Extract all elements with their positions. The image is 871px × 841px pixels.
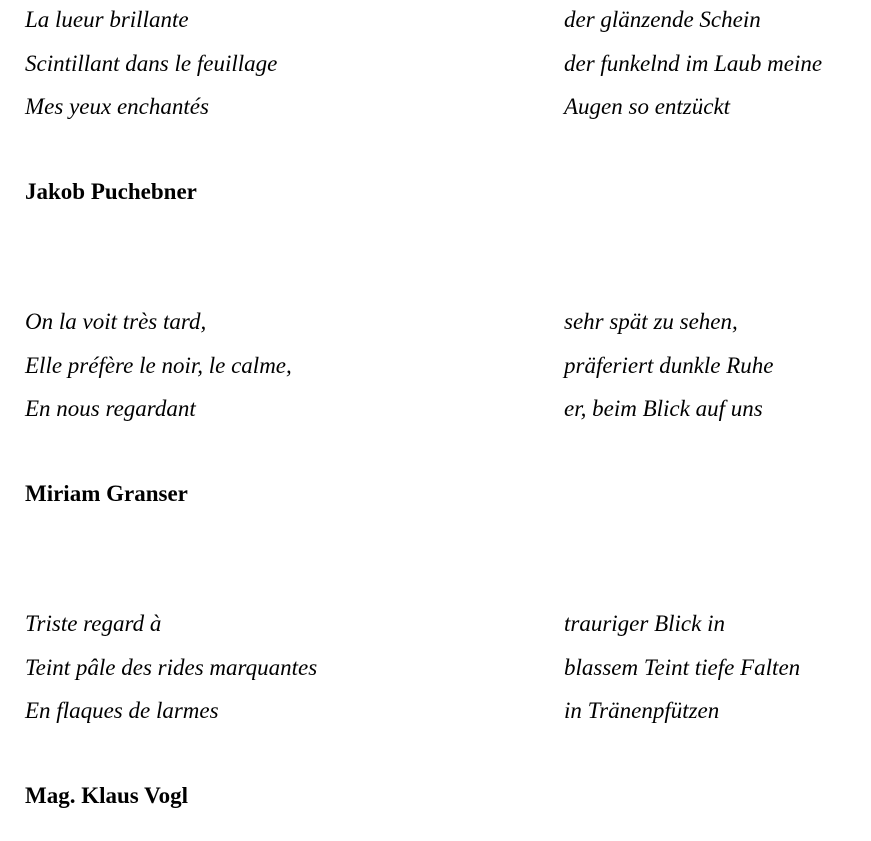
german-verse: blassem Teint tiefe Falten	[564, 654, 801, 680]
poem-block	[25, 3, 871, 204]
poem-line	[25, 651, 871, 695]
german-verse: der glänzende Schein	[564, 7, 761, 32]
poem-line	[25, 694, 871, 738]
poem-line	[25, 305, 871, 349]
french-verse: La lueur brillante	[25, 7, 189, 32]
german-verse: er, beim Blick auf uns	[564, 396, 763, 421]
poem-line	[25, 3, 871, 47]
french-verse: Teint pâle des rides marquantes	[25, 654, 318, 680]
poem-author: Jakob Puchebner	[25, 179, 197, 204]
french-verse: En flaques de larmes	[25, 698, 219, 723]
french-verse: Elle préfère le noir, le calme,	[25, 352, 292, 378]
french-verse: Scintillant dans le feuillage	[25, 50, 278, 76]
german-verse: in Tränenpfützen	[564, 698, 720, 723]
poem-block	[25, 607, 871, 808]
french-verse: Triste regard à	[25, 611, 162, 636]
french-verse: On la voit très tard,	[25, 309, 207, 334]
poem-block	[25, 305, 871, 506]
poem-line	[25, 349, 871, 393]
german-verse: präferiert dunkle Ruhe	[564, 352, 774, 378]
poem-author: Miriam Granser	[25, 481, 188, 506]
german-verse: sehr spät zu sehen,	[564, 309, 738, 334]
poem-line	[25, 392, 871, 436]
poem-line	[25, 90, 871, 134]
german-verse: Augen so entzückt	[564, 94, 731, 119]
poem-line	[25, 607, 871, 651]
german-verse: der funkelnd im Laub meine	[564, 50, 823, 76]
french-verse: Mes yeux enchantés	[25, 94, 209, 119]
poem-line	[25, 47, 871, 91]
german-verse: trauriger Blick in	[564, 611, 725, 636]
poem-author: Mag. Klaus Vogl	[25, 783, 188, 808]
french-verse: En nous regardant	[25, 396, 196, 421]
